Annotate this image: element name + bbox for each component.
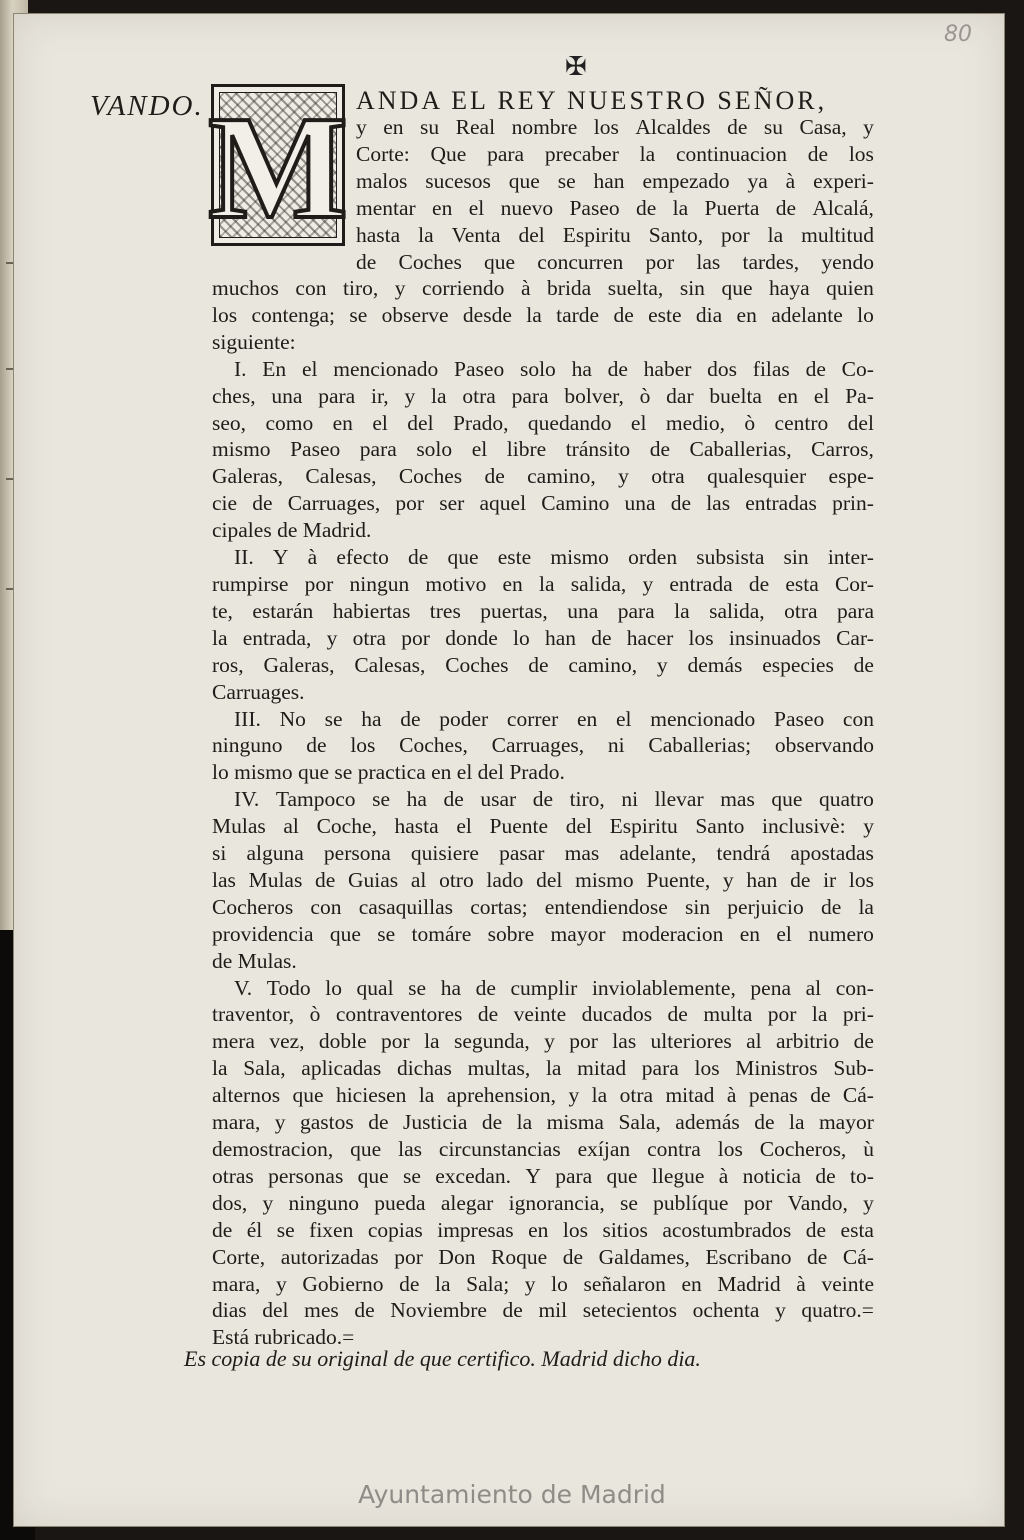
text-line: Galeras, Calesas, Coches de camino, y otra qualesquier espe- [212, 464, 874, 489]
text-line: Corte: Que para precaber la continuacion de los [356, 141, 874, 166]
binding-mark [6, 478, 14, 480]
text-line: Carruages. [212, 679, 305, 704]
text-line: las Mulas de Guias al otro lado del mismo Puente, y han de ir los [212, 867, 874, 892]
text-line: otras personas que se excedan. Y para que llegue à noticia de to- [212, 1163, 874, 1188]
text-line: mara, y Gobierno de la Sala; y lo señalaron en Madrid à veinte [212, 1271, 874, 1296]
text-line: muchos con tiro, y corriendo à brida suelta, sin que haya quien [212, 276, 874, 300]
text-line: cie de Carruages, por ser aquel Camino una de las entradas prin- [212, 491, 874, 516]
text-line: ches, una para ir, y la otra para bolver, ò dar buelta en el Pa- [212, 383, 874, 408]
text-line: Está rubricado.= [212, 1325, 355, 1350]
text-line: de Coches que concurren por las tardes, yendo [356, 249, 874, 274]
text-line: ninguno de los Coches, Carruages, ni Caballerias; observando [212, 733, 874, 758]
text-line: mismo Paseo para solo el libre tránsito de Caballerias, Carros, [212, 437, 874, 462]
binding-mark [6, 588, 14, 590]
decorated-initial [208, 84, 348, 250]
text-line: mara, y gastos de Justicia de la misma Sala, además de la mayor [212, 1110, 874, 1135]
text-line: dias del mes de Noviembre de mil setecientos ochenta y quatro.= [212, 1298, 874, 1323]
opening-line: ANDA EL REY NUESTRO SEÑOR, [356, 86, 828, 115]
text-line: si alguna persona quisiere pasar mas adelante, tendrá apostadas [212, 841, 874, 866]
text-line: Corte, autorizadas por Don Roque de Galdames, Escribano de Cá- [212, 1244, 874, 1269]
opening-paragraph-beside-initial [356, 114, 874, 275]
binding-mark [6, 262, 14, 264]
initial-letter: M [208, 86, 348, 250]
initial-ornament [208, 86, 348, 250]
text-line: te, estarán habiertas tres puertas, una para la salida, otra para [212, 598, 874, 623]
text-line: de Mulas. [212, 948, 297, 973]
text-line: mentar en el nuevo Paseo de la Puerta de Alcalá, [356, 195, 874, 220]
text-line: mera vez, doble por la segunda, y por las ulteriores al arbitrio de [212, 1029, 874, 1054]
text-line: providencia que se tomáre sobre mayor moderacion en el numero [212, 921, 874, 946]
text-line: II. Y à efecto de que este mismo orden subsista sin inter- [234, 545, 874, 570]
vando-label: VANDO. [90, 90, 204, 122]
binding-mark [6, 368, 14, 370]
body-text [212, 275, 874, 1351]
text-line: la Sala, aplicadas dichas multas, la mitad para los Ministros Sub- [212, 1056, 874, 1081]
text-line: la entrada, y otra por donde lo han de hacer los insinuados Car- [212, 625, 874, 650]
text-line: y en su Real nombre los Alcaldes de su Casa, y [356, 115, 874, 139]
text-line: seo, como en el del Prado, quedando el medio, ò centro del [212, 410, 874, 435]
text-line: Cocheros con casaquillas cortas; entendiendose sin perjuicio de la [212, 894, 874, 919]
watermark: Ayuntamiento de Madrid [358, 1480, 666, 1509]
cross-icon: ✠ [565, 52, 587, 81]
text-line: siguiente: [212, 329, 296, 354]
text-line: Mulas al Coche, hasta el Puente del Espiritu Santo inclusivè: y [212, 814, 874, 839]
text-line: dos, y ninguno pueda alegar ignorancia, se publíque por Vando, y [212, 1190, 874, 1215]
text-line: IV. Tampoco se ha de usar de tiro, ni llevar mas que quatro [234, 787, 874, 812]
text-line: los contenga; se observe desde la tarde de este dia en adelante lo [212, 302, 874, 327]
text-line: rumpirse por ningun motivo en la salida, y entrada de esta Cor- [212, 571, 874, 596]
text-line: III. No se ha de poder correr en el mencionado Paseo con [234, 706, 874, 731]
text-line: hasta la Venta del Espiritu Santo, por la multitud [356, 222, 874, 247]
text-line: alternos que hiciesen la aprehension, y la otra mitad à penas de Cá- [212, 1083, 874, 1108]
text-line: I. En el mencionado Paseo solo ha de haber dos filas de Co- [234, 356, 874, 381]
text-line: ros, Galeras, Calesas, Coches de camino, y demás especies de [212, 652, 874, 677]
text-line: de él se fixen copias impresas en los sitios acostumbrados de esta [212, 1217, 874, 1242]
text-line: traventor, ò contraventores de veinte ducados de multa por la pri- [212, 1002, 874, 1027]
text-line: demostracion, que las circunstancias exíjan contra los Cocheros, ù [212, 1137, 874, 1161]
certification-line: Es copia de su original de que certifico. Madrid dicho dia. [184, 1346, 701, 1371]
text-line: cipales de Madrid. [212, 518, 372, 543]
text-line: malos sucesos que se han empezado ya à experi- [356, 168, 874, 193]
text-line: lo mismo que se practica en el del Prado. [212, 760, 565, 785]
text-line: V. Todo lo qual se ha de cumplir inviolablemente, pena al con- [234, 975, 874, 1000]
folio-number: 80 [944, 22, 972, 47]
